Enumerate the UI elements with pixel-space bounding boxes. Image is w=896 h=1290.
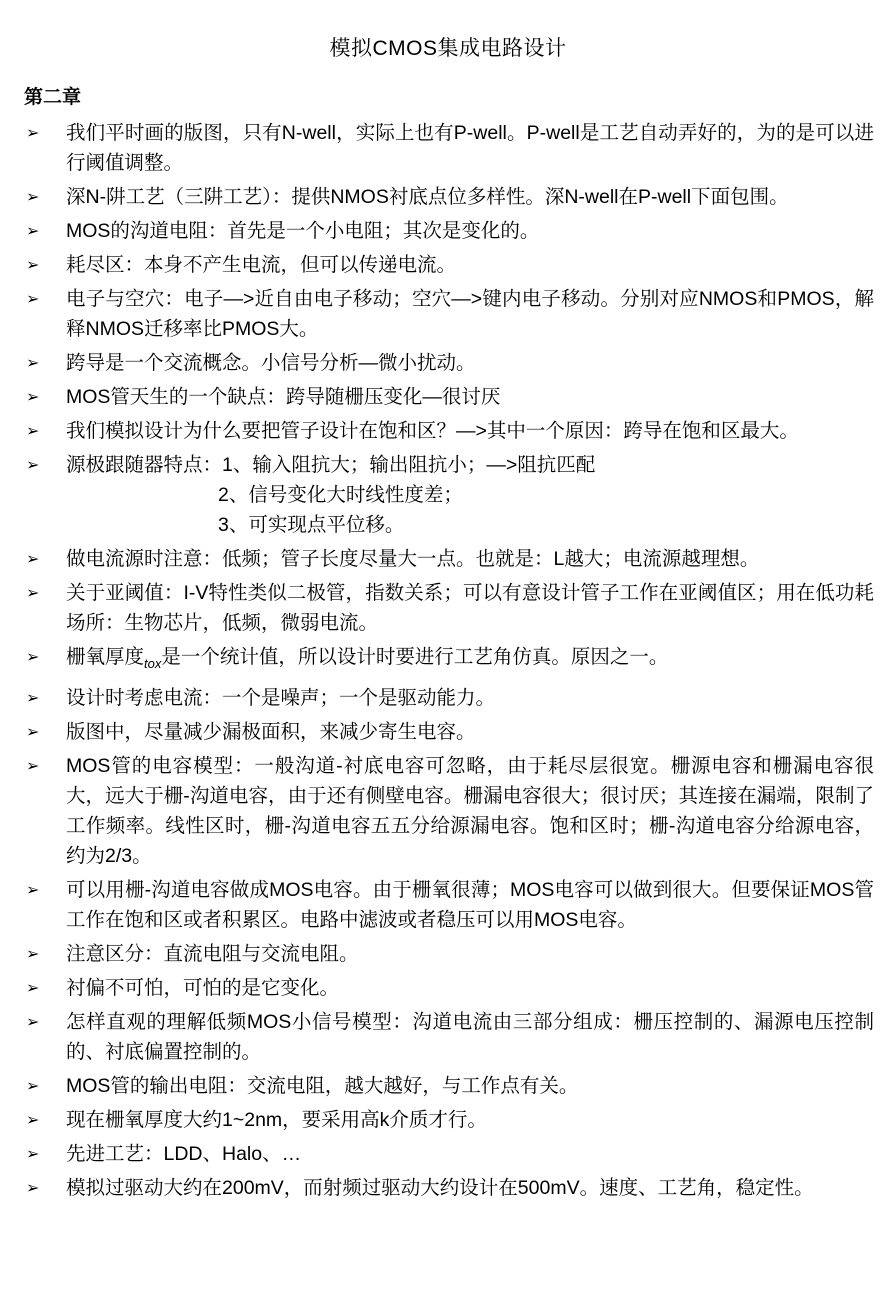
list-item-primary-text: 衬偏不可怕，可怕的是它变化。: [66, 976, 340, 999]
list-item-primary-text: 先进工艺：LDD、Halo、…: [66, 1142, 302, 1165]
list-item: [22, 1007, 874, 1067]
list-item-text: [66, 382, 874, 412]
list-item-primary-text: MOS管的输出电阻：交流电阻，越大越好，与工作点有关。: [66, 1074, 579, 1097]
list-item-text: [66, 1071, 874, 1101]
list-item: [22, 1173, 874, 1203]
bullet-arrow-icon: ➢: [26, 977, 40, 997]
list-item-text: [66, 642, 874, 679]
list-item-text: [66, 216, 874, 246]
list-item-text: [66, 348, 874, 378]
list-item: [22, 683, 874, 713]
list-item-text: [66, 1139, 874, 1169]
list-item-primary-text: 跨导是一个交流概念。小信号分析—微小扰动。: [66, 351, 476, 374]
bullet-arrow-icon: ➢: [26, 879, 40, 899]
bullet-arrow-icon: ➢: [26, 220, 40, 240]
list-item: [22, 939, 874, 969]
bullet-arrow-icon: ➢: [26, 1143, 40, 1163]
bullet-arrow-icon: ➢: [26, 186, 40, 206]
list-item: [22, 250, 874, 280]
list-item-sublines: [66, 480, 874, 540]
list-item-text: [66, 751, 874, 871]
list-item-primary-text: 关于亚阈值：I-V特性类似二极管，指数关系；可以有意设计管子工作在亚阈值区；用在低功耗场所：生物芯片，低频，微弱电流。: [66, 581, 874, 634]
bullet-arrow-icon: ➢: [26, 755, 40, 775]
bullet-arrow-icon: ➢: [26, 254, 40, 274]
list-item: [22, 348, 874, 378]
list-item: [22, 1139, 874, 1169]
list-item-text: [66, 450, 874, 540]
bullet-arrow-icon: ➢: [26, 122, 40, 142]
bullet-arrow-icon: ➢: [26, 386, 40, 406]
list-item: [22, 544, 874, 574]
list-item-primary-text: 我们模拟设计为什么要把管子设计在饱和区？—>其中一个原因：跨导在饱和区最大。: [66, 419, 799, 442]
list-item-primary-text: 栅氧厚度$_{tox}$是一个统计值，所以设计时要进行工艺角仿真。原因之一。: [66, 645, 669, 671]
bullet-arrow-icon: ➢: [26, 454, 40, 474]
list-item-primary-text: MOS管的电容模型：一般沟道-衬底电容可忽略，由于耗尽层很宽。栅源电容和栅漏电容很大，远大于栅-沟道电容，由于还有侧壁电容。栅漏电容很大；很讨厌；其连接在漏端，限制了工作频率。线性区时，栅-沟道电容五五分给源漏电容。饱和区时；栅-沟道电容分给源电容，约为2/3。: [66, 754, 874, 867]
list-item-primary-text: 注意区分：直流电阻与交流电阻。: [66, 942, 359, 965]
list-item: [22, 973, 874, 1003]
list-item: [22, 450, 874, 540]
bullet-arrow-icon: ➢: [26, 646, 40, 666]
list-item: [22, 216, 874, 246]
bullet-arrow-icon: ➢: [26, 1011, 40, 1031]
list-item-primary-text: 怎样直观的理解低频MOS小信号模型：沟道电流由三部分组成：栅压控制的、漏源电压控制的、衬底偏置控制的。: [66, 1010, 874, 1063]
list-item-primary-text: 现在栅氧厚度大约1~2nm，要采用高k介质才行。: [66, 1108, 487, 1131]
list-item-text: [66, 284, 874, 344]
list-item-primary-text: 做电流源时注意：低频；管子长度尽量大一点。也就是：L越大；电流源越理想。: [66, 547, 760, 570]
bullet-arrow-icon: ➢: [26, 548, 40, 568]
list-item-text: [66, 973, 874, 1003]
list-item-text: [66, 182, 874, 212]
list-item-primary-text: MOS管天生的一个缺点：跨导随栅压变化—很讨厌: [66, 385, 501, 408]
bullet-arrow-icon: ➢: [26, 687, 40, 707]
list-item-primary-text: 耗尽区：本身不产生电流，但可以传递电流。: [66, 253, 457, 276]
list-item: [22, 1071, 874, 1101]
list-item: [22, 382, 874, 412]
list-item-primary-text: 可以用栅-沟道电容做成MOS电容。由于栅氧很薄；MOS电容可以做到很大。但要保证MOS管工作在饱和区或者积累区。电路中滤波或者稳压可以用MOS电容。: [66, 878, 874, 931]
list-item-primary-text: 我们平时画的版图，只有N-well，实际上也有P-well。P-well是工艺自动弄好的，为的是可以进行阈值调整。: [66, 121, 874, 174]
list-item-subline: 2、信号变化大时线性度差；: [218, 483, 463, 506]
list-item-text: [66, 1007, 874, 1067]
list-item-primary-text: 电子与空穴：电子—>近自由电子移动；空穴—>键内电子移动。分别对应NMOS和PMOS，解释NMOS迁移率比PMOS大。: [66, 287, 874, 340]
list-item: [22, 416, 874, 446]
list-item-primary-text: 模拟过驱动大约在200mV，而射频过驱动大约设计在500mV。速度、工艺角，稳定性。: [66, 1176, 814, 1199]
page-title: 模拟CMOS集成电路设计: [329, 37, 567, 60]
list-item: [22, 751, 874, 871]
notes-list: [22, 118, 874, 1203]
list-item-text: [66, 544, 874, 574]
list-item-text: [66, 939, 874, 969]
list-item: [22, 1105, 874, 1135]
bullet-arrow-icon: ➢: [26, 1109, 40, 1129]
bullet-arrow-icon: ➢: [26, 1177, 40, 1197]
list-item-primary-text: MOS的沟道电阻：首先是一个小电阻；其次是变化的。: [66, 219, 540, 242]
bullet-arrow-icon: ➢: [26, 1075, 40, 1095]
list-item-text: [66, 416, 874, 446]
list-item-subline: 3、可实现点平位移。: [218, 513, 405, 536]
bullet-arrow-icon: ➢: [26, 352, 40, 372]
list-item-text: [66, 250, 874, 280]
bullet-arrow-icon: ➢: [26, 288, 40, 308]
list-item-text: [66, 1173, 874, 1203]
list-item-primary-text: 源极跟随器特点：1、输入阻抗大；输出阻抗小；—>阻抗匹配: [66, 453, 596, 476]
list-item-text: [66, 875, 874, 935]
bullet-arrow-icon: ➢: [26, 420, 40, 440]
bullet-arrow-icon: ➢: [26, 582, 40, 602]
list-item-primary-text: 设计时考虑电流：一个是噪声；一个是驱动能力。: [66, 686, 496, 709]
bullet-arrow-icon: ➢: [26, 721, 40, 741]
list-item-text: [66, 683, 874, 713]
list-item: [22, 118, 874, 178]
list-item-text: [66, 578, 874, 638]
list-item-primary-text: 版图中，尽量减少漏极面积，来减少寄生电容。: [66, 720, 476, 743]
list-item: [22, 717, 874, 747]
list-item-text: [66, 118, 874, 178]
list-item-text: [66, 1105, 874, 1135]
list-item: [22, 284, 874, 344]
list-item-text: [66, 717, 874, 747]
chapter-heading: 第二章: [24, 87, 82, 109]
list-item: [22, 578, 874, 638]
bullet-arrow-icon: ➢: [26, 943, 40, 963]
list-item: [22, 875, 874, 935]
list-item: [22, 182, 874, 212]
list-item: [22, 642, 874, 679]
list-item-primary-text: 深N-阱工艺（三阱工艺）：提供NMOS衬底点位多样性。深N-well在P-well下面包围。: [66, 185, 789, 208]
